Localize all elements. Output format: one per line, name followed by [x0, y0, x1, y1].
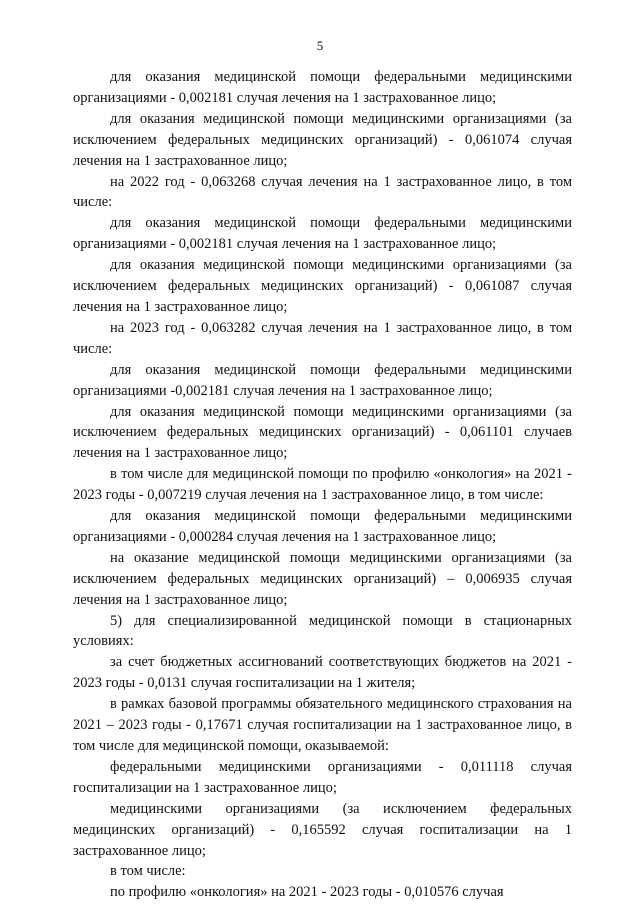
paragraph: в том числе для медицинской помощи по профилю «онкология» на 2021 - 2023 годы - 0,007219 случая лечения на 1 застрахованное лицо, в том числе: [73, 466, 572, 504]
page-number: 5 [316, 38, 324, 53]
paragraph: для оказания медицинской помощи медицинскими организациями (за исключением федеральных медицинских организаций) - 0,061087 случая лечения на 1 застрахованное лицо; [73, 257, 572, 315]
paragraph: для оказания медицинской помощи федеральными медицинскими организациями -0,002181 случая лечения на 1 застрахованное лицо; [73, 361, 572, 399]
paragraph: для оказания медицинской помощи федеральными медицинскими организациями - 0,000284 случая лечения на 1 застрахованное лицо; [73, 508, 572, 545]
paragraph: для оказания медицинской помощи федеральными медицинскими организациями - 0,002181 случая лечения на 1 застрахованное лицо; [73, 215, 572, 253]
paragraph: для оказания медицинской помощи медицинскими организациями (за исключением федеральных медицинских организаций) - 0,061074 случая лечения на 1 застрахованное лицо; [73, 110, 572, 169]
paragraph: медицинскими организациями (за исключением федеральных медицинских организаций) - 0,165592 случая госпитализации на 1 застрахованное лицо; [73, 800, 572, 859]
paragraph: федеральными медицинскими организациями - 0,011118 случая госпитализации на 1 застрахованное лицо; [73, 758, 572, 796]
paragraph: в том числе: [110, 863, 186, 880]
paragraph: на 2023 год - 0,063282 случая лечения на 1 застрахованное лицо, в том числе: [73, 319, 572, 357]
document-body [73, 67, 572, 903]
paragraph: за счет бюджетных ассигнований соответствующих бюджетов на 2021 - 2023 годы - 0,0131 случая госпитализации на 1 жителя; [73, 654, 572, 692]
paragraph: 5) для специализированной медицинской помощи в стационарных условиях: [73, 612, 572, 650]
paragraph: для оказания медицинской помощи федеральными медицинскими организациями - 0,002181 случая лечения на 1 застрахованное лицо; [73, 69, 572, 106]
paragraph: в рамках базовой программы обязательного медицинского страхования на 2021 – 2023 годы - 0,17671 случая госпитализации на 1 застрахованное лицо, в том числе для медицинской помощи, оказываемой: [73, 696, 572, 754]
paragraph: для оказания медицинской помощи медицинскими организациями (за исключением федеральных медицинских организаций) - 0,061101 случаев лечения на 1 застрахованное лицо; [73, 403, 572, 462]
paragraph: на оказание медицинской помощи медицинскими организациями (за исключением федеральных медицинских организаций) – 0,006935 случая лечения на 1 застрахованное лицо; [73, 549, 572, 608]
paragraph: на 2022 год - 0,063268 случая лечения на 1 застрахованное лицо, в том числе: [73, 173, 572, 211]
paragraph: по профилю «онкология» на 2021 - 2023 годы - 0,010576 случая [110, 884, 504, 901]
